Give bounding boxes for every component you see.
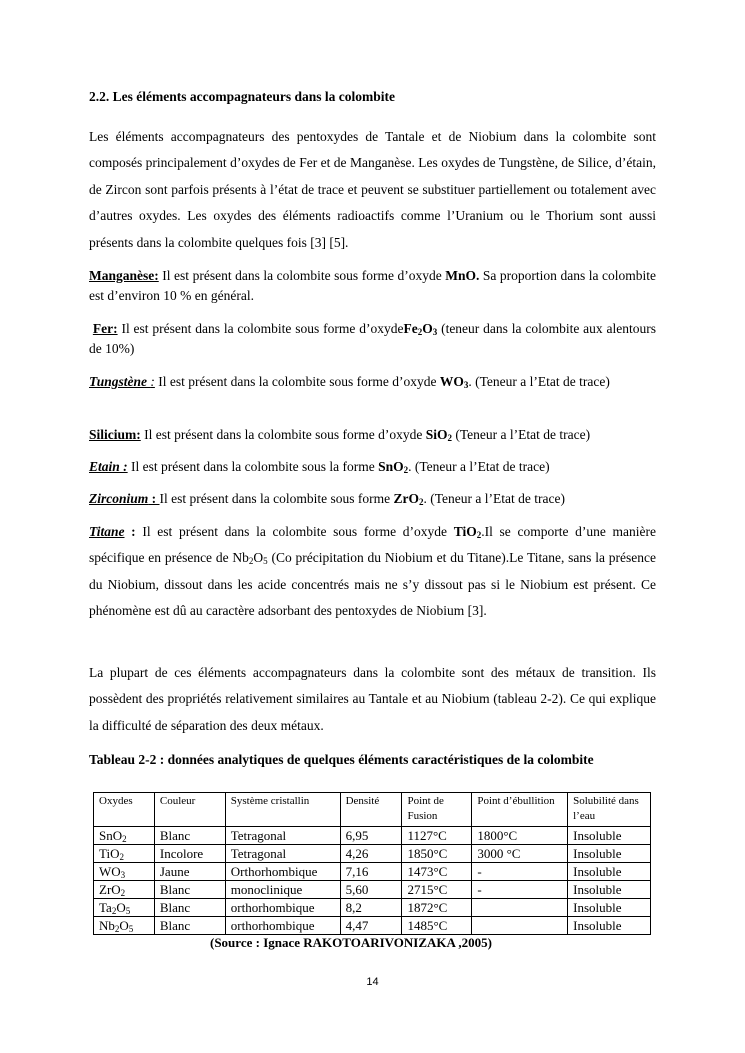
- cell-solubilite: Insoluble: [568, 827, 651, 845]
- fer-label: Fer:: [92, 321, 118, 336]
- table-source: (Source : Ignace RAKOTOARIVONIZAKA ,2005): [210, 935, 493, 950]
- page-number: 14: [366, 976, 379, 988]
- section-title: 2.2. Les éléments accompagnateurs dans la colombite: [89, 89, 395, 104]
- cell-couleur: Blanc: [154, 899, 225, 917]
- cell-oxyde: SnO$_2$: [94, 827, 155, 845]
- cell-ebullition: -: [472, 881, 568, 899]
- table-row: [94, 845, 651, 863]
- header-oxydes: Oxydes: [94, 793, 155, 827]
- cell-couleur: Incolore: [154, 845, 225, 863]
- sio2-formula: SiO$_2$: [425, 427, 452, 443]
- zirconium-label: Zirconium: [89, 491, 149, 506]
- cell-densite: 5,60: [340, 881, 402, 899]
- zirconium-paragraph: Zirconium : Il est présent dans la colombite sous forme ZrO$_2$. (Teneur a l’Etat de trace): [89, 491, 565, 507]
- sno2-formula: SnO$_2$: [378, 459, 409, 475]
- table-row: [94, 881, 651, 899]
- mno-formula: MnO.: [445, 268, 480, 283]
- tungstene-label: Tungstène :: [89, 374, 155, 389]
- cell-solubilite: Insoluble: [568, 863, 651, 881]
- fer-paragraph: Fer: Il est présent dans la colombite sous forme $d’oxydeFe_2O_3$ (teneur dans la colombite aux alentours de 10%): [89, 321, 657, 356]
- table-row: [94, 917, 651, 935]
- cell-ebullition: [472, 917, 568, 935]
- cell-fusion: 1872°C: [402, 899, 472, 917]
- tungstene-paragraph: Tungstène : Il est présent dans la colombite sous forme d’oxyde $WO_3$. (Teneur a l’Etat de trace): [89, 374, 610, 390]
- titane-label: Titane: [89, 524, 125, 539]
- cell-fusion: 2715°C: [402, 881, 472, 899]
- wo3-formula: $WO_3$: [439, 374, 469, 390]
- cell-oxyde: $Nb_2O_5$: [94, 917, 155, 935]
- cell-ebullition: 3000 °C: [472, 845, 568, 863]
- header-densite: Densité: [340, 793, 402, 827]
- zro2-formula: ZrO$_2$: [393, 491, 424, 507]
- cell-systeme: monoclinique: [225, 881, 340, 899]
- cell-couleur: Blanc: [154, 827, 225, 845]
- fe2o3-formula: $Fe_2O_3$: [403, 321, 438, 337]
- cell-systeme: Tetragonal: [225, 827, 340, 845]
- silicium-paragraph: Silicium: Il est présent dans la colombite sous forme d’oxyde SiO$_2$ (Teneur a l’Etat de trace): [89, 427, 591, 443]
- cell-densite: 4,47: [340, 917, 402, 935]
- cell-oxyde: TiO$_2$: [94, 845, 155, 863]
- cell-densite: 8,2: [340, 899, 402, 917]
- cell-fusion: 1485°C: [402, 917, 472, 935]
- cell-densite: 7,16: [340, 863, 402, 881]
- table-row: [94, 863, 651, 881]
- etain-paragraph: Etain : Il est présent dans la colombite sous la forme SnO$_2$. (Teneur a l’Etat de trace): [89, 459, 550, 475]
- silicium-label: Silicium:: [89, 427, 141, 442]
- header-couleur: Couleur: [154, 793, 225, 827]
- cell-systeme: Tetragonal: [225, 845, 340, 863]
- oxides-data-table: [93, 792, 651, 935]
- etain-label: Etain :: [89, 459, 128, 474]
- cell-fusion: 1850°C: [402, 845, 472, 863]
- cell-fusion: 1473°C: [402, 863, 472, 881]
- cell-systeme: orthorhombique: [225, 917, 340, 935]
- header-ebullition: Point d’ébullition: [472, 793, 568, 827]
- table-row: [94, 899, 651, 917]
- transition-metals-paragraph: La plupart de ces éléments accompagnateurs dans la colombite sont des métaux de transition. Ils possèdent des propriétés relativement similaires au Tantale et au Niobium (tableau 2-2). Ce qui explique la difficulté de séparation des deux métaux.: [89, 665, 656, 733]
- cell-couleur: Jaune: [154, 863, 225, 881]
- manganese-label: Manganèse:: [89, 268, 159, 283]
- cell-oxyde: ZrO$_2$: [94, 881, 155, 899]
- cell-ebullition: -: [472, 863, 568, 881]
- header-systeme: Système cristallin: [225, 793, 340, 827]
- header-solubilite: Solubilité dans l’eau: [568, 793, 651, 827]
- cell-systeme: orthorhombique: [225, 899, 340, 917]
- cell-oxyde: $Ta_2O_5$: [94, 899, 155, 917]
- cell-couleur: Blanc: [154, 881, 225, 899]
- cell-solubilite: Insoluble: [568, 845, 651, 863]
- cell-couleur: Blanc: [154, 917, 225, 935]
- cell-fusion: 1127°C: [402, 827, 472, 845]
- cell-ebullition: 1800°C: [472, 827, 568, 845]
- cell-densite: 6,95: [340, 827, 402, 845]
- cell-solubilite: Insoluble: [568, 899, 651, 917]
- cell-solubilite: Insoluble: [568, 881, 651, 899]
- manganese-paragraph: Manganèse: Il est présent dans la colombite sous forme d’oxyde MnO. Sa proportion dans la colombite est d’environ 10 % en général.: [89, 268, 656, 303]
- cell-solubilite: Insoluble: [568, 917, 651, 935]
- table-caption: Tableau 2-2 : données analytiques de quelques éléments caractéristiques de la colombite: [89, 752, 594, 767]
- cell-oxyde: $WO_3$: [94, 863, 155, 881]
- table-row: [94, 827, 651, 845]
- tio2-formula: TiO$_2$: [453, 524, 482, 540]
- cell-densite: 4,26: [340, 845, 402, 863]
- cell-systeme: Orthorhombique: [225, 863, 340, 881]
- header-fusion: Point de Fusion: [402, 793, 472, 827]
- intro-paragraph: Les éléments accompagnateurs des pentoxydes de Tantale et de Niobium dans la colombite sont composés principalement d’oxydes de Fer et de Manganèse. Les oxydes de Tungstène, de Silice, d’étain, de Zircon sont parfois présents à l’état de trace et peuvent se substituer partiellement ou totalement avec d’autres oxydes. Les oxydes des éléments radioactifs comme l’Uranium ou le Thorium sont aussi présents dans la colombite quelques fois [3] [5].: [89, 129, 656, 250]
- cell-ebullition: [472, 899, 568, 917]
- table-header-row: [94, 793, 651, 827]
- titane-paragraph: Titane : Il est présent dans la colombite sous forme d’oxyde TiO$_2$.Il se comporte d’une manière spécifique en présence de $Nb_2O_5$ (Co précipitation du Niobium et du Titane).Le Titane, sans la présence du Niobium, dissout dans les acide concentrés mais ne s’y dissout pas si le Niobium est présent. Ce phénomène est dû au caractère adsorbant des pentoxydes de Niobium [3].: [89, 524, 657, 619]
